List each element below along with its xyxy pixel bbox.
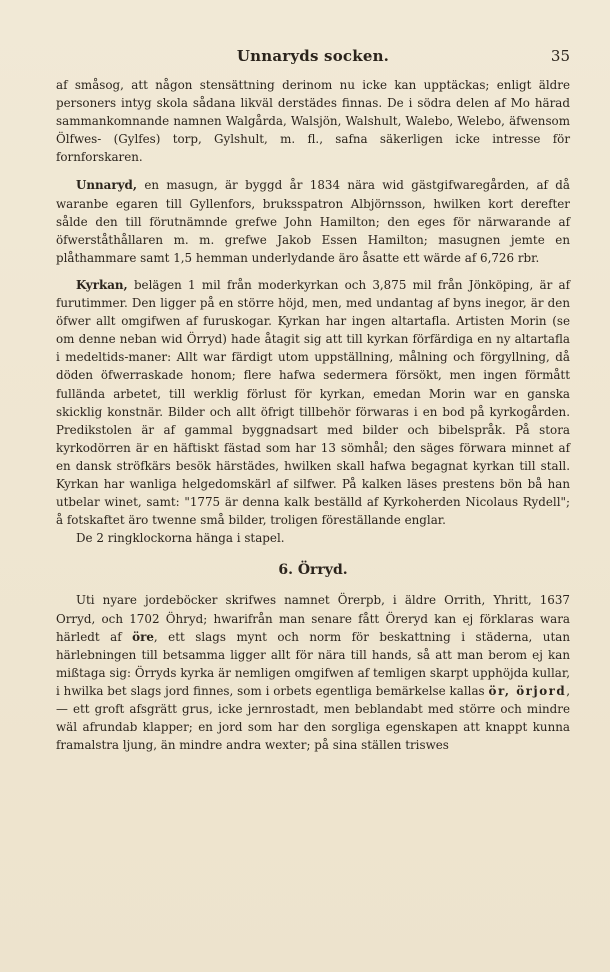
page-body — [56, 76, 570, 754]
page-header — [56, 47, 570, 67]
paragraph-kyrkan — [56, 276, 570, 529]
paragraph-orryd — [56, 591, 570, 754]
paragraph-intro: af småsog, att någon stensättning derinom nu icke kan upptäckas; enligt äldre personers intyg skola sådana likväl derstädes finnas. De i södra delen af Mo härad sammankomnande namnen Walgårda, Walsjön, Walshult, Walebo, Welebo, äfwensom Ölfwes- (Gylfes) torp, Gylshult, m. fl., safna säkerligen icke intresse för fornforskaren. — [56, 78, 570, 165]
section-heading-orryd: 6. Örryd. — [278, 562, 348, 579]
paragraph-ringklockor: De 2 ringklockorna hänga i stapel. — [76, 531, 285, 546]
paragraph-unnaryd — [56, 176, 570, 266]
paragraph-text-unnaryd: en masugn, är byggd år 1834 nära wid gästgifwaregården, af då waranbe egaren till Gyllenfors, bruksspatron Albjörnsson, hwilken kort derefter sålde den till förutnämnde grefwe John Hamilton; den eges för närwarande af öfwerståthållaren m. m. grefwe Jakob Essen Hamilton; masugnen jemte en plåthammare samt 1,5 hemman underlydande äro åsatte ett wärde af 6,726 rbr. — [56, 178, 570, 265]
paragraph-text-kyrkan: belägen 1 mil från moderkyrkan och 3,875 mil från Jönköping, är af furutimmer. Den ligger på en större höjd, men, med undantag af byns inegor, är den öfwer allt omgifwen af furuskogar. Kyrkan har ingen altartafla. Artisten Morin (se om denne neban wid Örryd) hade åtagit sig att till kyrkan förfärdiga en ny altartafla i medeltids-maner: Allt war färdigt utom uppställning, målning och förgyllning, då döden öfwerraskade honom; flere hafwa sedermera försökt, men ingen förmått fullända arbetet, till werklig förlust för kyrkan, emedan Morin war en ganska skicklig konstnär. Bilder och allt öfrigt tillbehör förwaras i en bod på kyrkogården. Predikstolen är af gammal byggnadsart med bilder och bibelspråk. På stora kyrkodörren är en häftiskt fästad som har 13 sömhål; den säges förwara minnet af en dansk ströfkärs besök härstädes, hwilken skall hafwa begagnat kyrkan till stall. Kyrkan har wanliga helgedomskärl af silfwer. På kalken läses prestens bön bå han utbelar winet, samt: "1775 är denna kalk beställd af Kyrkoherden Nicolaus Rydell"; å fotskaftet äro twenne små bilder, troligen föreställande englar. — [56, 277, 570, 528]
paragraph-lead-unnaryd: Unnaryd, — [76, 178, 137, 193]
emphasis-ore: öre — [132, 629, 154, 644]
page-number: 35 — [550, 47, 570, 65]
running-title: Unnaryds socken. — [236, 47, 390, 65]
paragraph-text-orryd-c: , — ett groft afsgrätt grus, icke jernrostadt, men beblandabt med större och mindre wäl afrundab klapper; en jord som har den sorgliga egenskapen att knappt kunna framalstra ljung, än mindre andra wexter; på sina ställen triswes — [56, 683, 571, 753]
paragraph-text-orryd-a: Uti nyare jordeböcker skrifwes namnet Örerpb, i äldre Orrith, Yhritt, 1637 Orryd, och 1702 Öhryd; hwarifrån man senare fått Öreryd kan ej förklaras wara härledt af — [56, 593, 570, 644]
paragraph-lead-kyrkan: Kyrkan, — [76, 277, 128, 292]
emphasis-orjord: ör, örjord — [488, 683, 567, 698]
paragraph-text-orryd-b: , ett slags mynt och norm för beskattning i städerna, utan härlebningen till betsamma ligger allt för nära till hands, så att man berom ej kan mißtaga sig: Örryds kyrka är nemligen omgifwen af temligen skarpt upphöjda kullar, i hwilka bet slags jord finnes, som i orbets egentliga bemärkelse kallas — [56, 629, 570, 698]
